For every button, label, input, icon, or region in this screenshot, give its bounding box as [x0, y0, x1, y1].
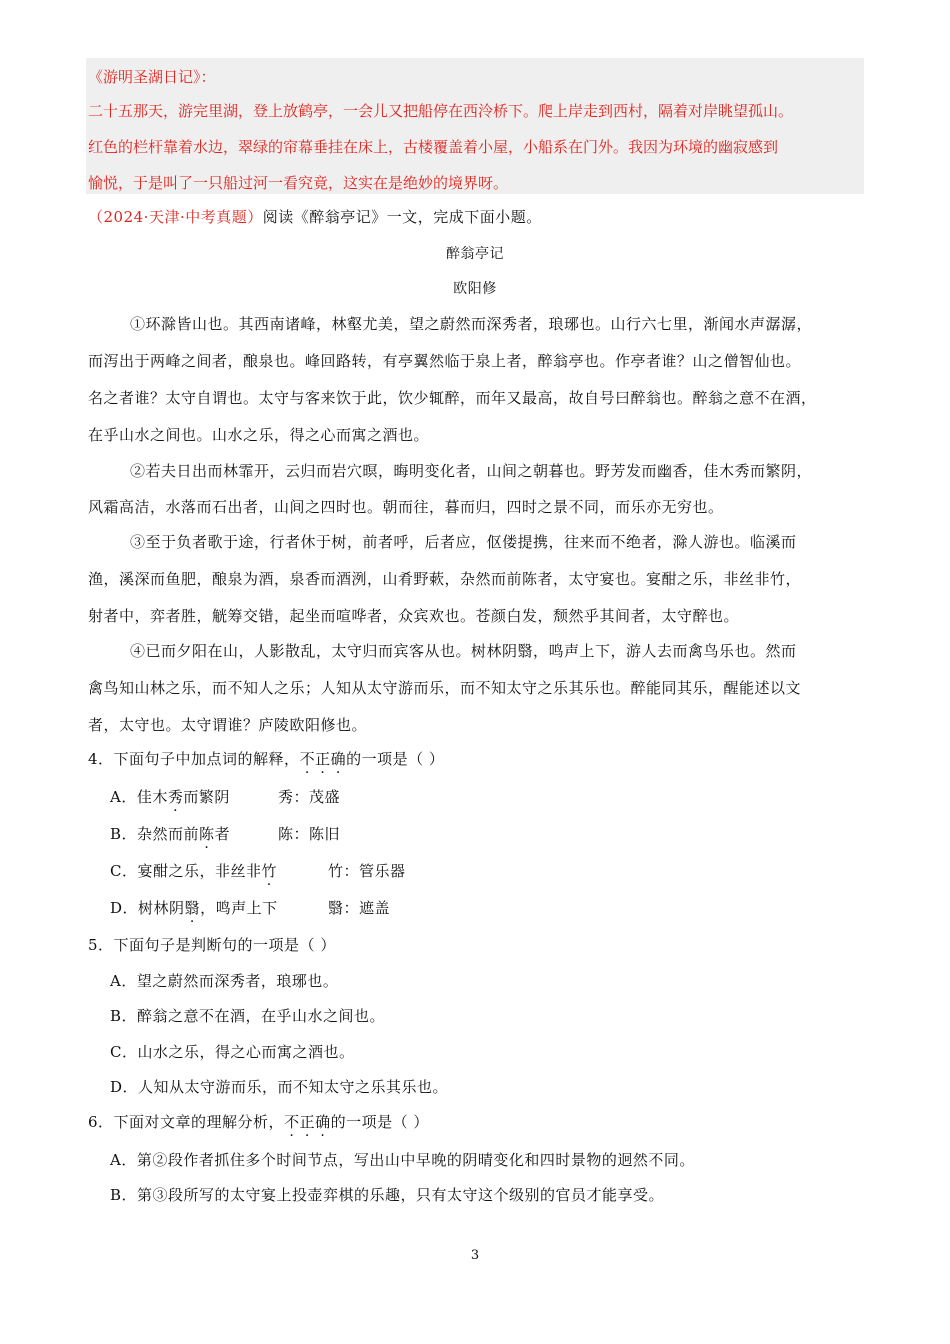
option-label: B．: [110, 825, 138, 843]
question-intro-text: 阅读《醉翁亭记》一文，完成下面小题。: [262, 208, 542, 226]
q5-option-a[interactable]: A．望之蔚然而深秀者，琅琊也。: [110, 972, 339, 990]
excerpt-line: 红色的栏杆靠着水边，翠绿的帘幕垂挂在床上，古楼覆盖着小屋，小船系在门外。我因为环境的幽寂感到: [88, 138, 779, 156]
q5-option-b[interactable]: B．醉翁之意不在酒，在乎山水之间也。: [110, 1007, 386, 1025]
q6-option-b[interactable]: B．第③段所写的太守宴上投壶弈棋的乐趣，只有太守这个级别的官员才能享受。: [110, 1186, 665, 1204]
dotted-char: 不: [284, 1113, 300, 1131]
dotted-char: 确: [315, 1113, 331, 1131]
question-stem: 下面句子中加点词的解释，: [113, 750, 300, 768]
question-number: 6．: [88, 1113, 114, 1131]
q4-option-c-gloss: 竹：管乐器: [328, 862, 406, 880]
dotted-char: 陈: [199, 825, 215, 843]
question-source: （2024·天津·中考真题）: [88, 208, 263, 226]
q5-option-d[interactable]: D．人知从太守游而乐，而不知太守之乐其乐也。: [110, 1078, 449, 1096]
q4-option-d-gloss: 翳：遮盖: [328, 899, 391, 917]
question-number: 4．: [88, 750, 114, 768]
question-intro: [88, 206, 542, 227]
dotted-char: 翳: [184, 899, 201, 917]
essay-line: 风霜高洁，水落而石出者，山间之四时也。朝而往，暮而归，四时之景不同，而乐亦无穷也。: [88, 498, 724, 516]
essay-line: 而泻出于两峰之间者，酿泉也。峰回路转，有亭翼然临于泉上者，醉翁亭也。作亭者谁？山之僧智仙也。: [88, 352, 802, 370]
option-text: 树林阴: [138, 899, 185, 917]
essay-line: 者，太守也。太守谓谁？庐陵欧阳修也。: [88, 716, 368, 734]
dotted-char: 秀: [167, 788, 184, 806]
option-text: 者: [214, 825, 231, 843]
option-label: D．: [110, 899, 139, 917]
essay-author: 欧阳修: [453, 281, 497, 297]
option-label: C．: [110, 862, 138, 880]
essay-line: 名之者谁？太守自谓也。太守与客来饮于此，饮少辄醉，而年又最高，故自号曰醉翁也。醉翁之意不在酒，: [88, 389, 817, 407]
essay-line: 在乎山水之间也。山水之乐，得之心而寓之酒也。: [88, 426, 430, 444]
essay-line: 渔，溪深而鱼肥，酿泉为酒，泉香而酒洌，山肴野蔌，杂然而前陈者，太守宴也。宴酣之乐，非丝非竹，: [88, 570, 802, 588]
dotted-char: 确: [330, 750, 347, 768]
excerpt-title: 《游明圣湖日记》：: [88, 68, 216, 86]
question-stem: 下面对文章的理解分析，: [113, 1113, 285, 1131]
dotted-char: 不: [299, 750, 316, 768]
dotted-char: 竹: [261, 862, 278, 880]
option-text: 宴酣之乐，非丝非: [137, 862, 262, 880]
q4-option-a-gloss: 秀：茂盛: [278, 788, 341, 806]
question-stem-end: 的一项是（ ）: [346, 750, 445, 768]
option-label: A．: [110, 788, 137, 806]
excerpt-line: 二十五那天，游完里湖，登上放鹤亭，一会儿又把船停在西泠桥下。爬上岸走到西村，隔着对岸眺望孤山。: [88, 102, 794, 120]
excerpt-line: 愉悦，于是叫了一只船过河一看究竟，这实在是绝妙的境界呀。: [88, 174, 509, 192]
q5-option-c[interactable]: C．山水之乐，得之心而寓之酒也。: [110, 1043, 355, 1061]
essay-line: 射者中，弈者胜，觥筹交错，起坐而喧哗者，众宾欢也。苍颜白发，颓然乎其间者，太守醉也。: [88, 607, 740, 625]
q4-option-b-gloss: 陈：陈旧: [278, 825, 341, 843]
emphasized-word: [300, 750, 347, 768]
essay-line: ①环滁皆山也。其西南诸峰，林壑尤美，望之蔚然而深秀者，琅琊也。山行六七里，渐闻水声潺潺，: [130, 315, 813, 333]
dotted-char: 正: [315, 750, 331, 768]
question-6: [88, 1111, 429, 1132]
q4-option-a[interactable]: [110, 786, 230, 807]
q4-option-d[interactable]: [110, 897, 278, 918]
essay-line: ②若夫日出而林霏开，云归而岩穴暝，晦明变化者，山间之朝暮也。野芳发而幽香，佳木秀而繁阴，: [130, 462, 813, 480]
page-number: 3: [470, 1248, 480, 1263]
q4-option-b[interactable]: [110, 823, 230, 844]
option-text: 杂然而前: [137, 825, 200, 843]
option-text: 而繁阴: [183, 788, 230, 806]
essay-line: ④已而夕阳在山，人影散乱，太守归而宾客从也。树林阴翳，鸣声上下，游人去而禽鸟乐也。然而: [130, 642, 797, 660]
emphasized-word: [284, 1113, 331, 1131]
option-text: ，鸣声上下: [200, 899, 278, 917]
question-stem-end: 的一项是（ ）: [330, 1113, 429, 1131]
option-text: 佳木: [136, 788, 168, 806]
dotted-char: 正: [299, 1113, 316, 1131]
question-4: [88, 748, 444, 769]
essay-line: 禽鸟知山林之乐，而不知人之乐；人知从太守游而乐，而不知太守之乐其乐也。醉能同其乐，醒能述以文: [88, 679, 802, 697]
q4-option-c[interactable]: [110, 860, 277, 881]
q6-option-a[interactable]: A．第②段作者抓住多个时间节点，写出山中早晚的阴晴变化和四时景物的迥然不同。: [110, 1151, 695, 1169]
essay-line: ③至于负者歌于途，行者休于树，前者呼，后者应，伛偻提携，往来而不绝者，滁人游也。临溪而: [130, 533, 797, 551]
question-5: 5．下面句子是判断句的一项是（ ）: [88, 936, 336, 954]
essay-title: 醉翁亭记: [446, 246, 504, 262]
